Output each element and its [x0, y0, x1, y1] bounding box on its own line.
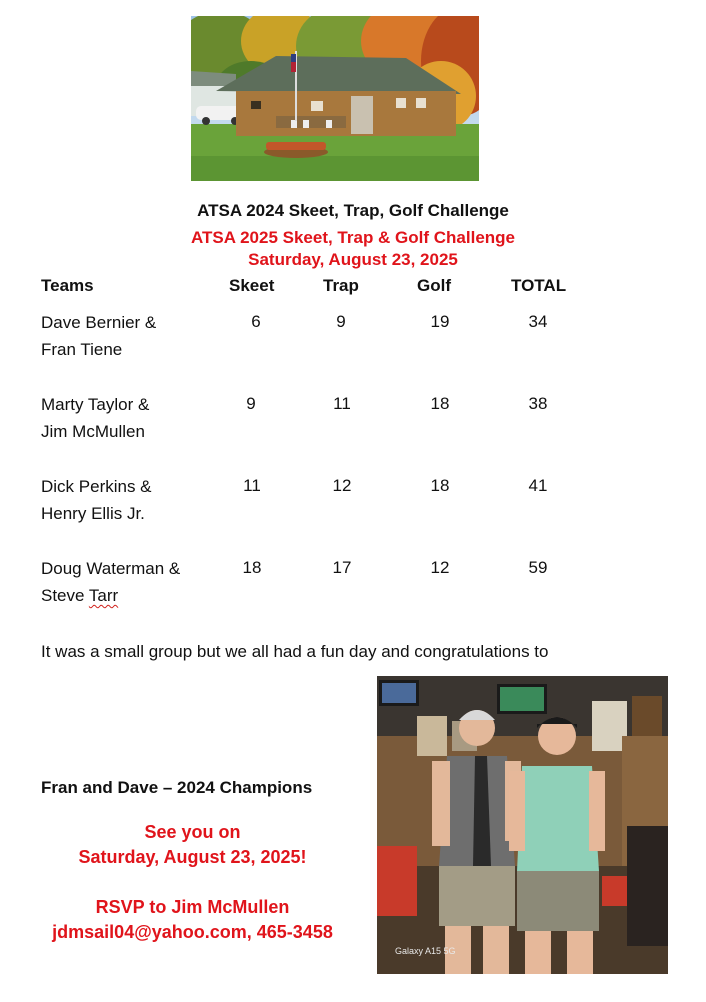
- title-2024: ATSA 2024 Skeet, Trap, Golf Challenge: [197, 201, 509, 220]
- table-row-team: [41, 473, 152, 527]
- skeet-score: 9: [246, 394, 256, 413]
- team-member: Dick Perkins &: [41, 477, 152, 496]
- team-member: Henry Ellis Jr.: [41, 504, 145, 523]
- team-member-first: Steve: [41, 586, 89, 605]
- header-skeet: Skeet: [229, 276, 275, 295]
- trap-score: 11: [333, 394, 351, 413]
- header-teams: Teams: [41, 276, 94, 295]
- golf-score: 19: [430, 312, 450, 331]
- total-score: 38: [528, 394, 548, 413]
- rsvp-contact: jdmsail04@yahoo.com, 465-3458: [52, 922, 333, 942]
- skeet-score: 18: [242, 558, 262, 577]
- rsvp-line: RSVP to Jim McMullen: [95, 897, 290, 917]
- team-member: Fran Tiene: [41, 340, 123, 359]
- team-member: Jim McMullen: [41, 422, 145, 441]
- table-row-team: [41, 309, 156, 363]
- table-row-team: [41, 391, 149, 445]
- total-score: 59: [528, 558, 548, 577]
- team-member: [41, 582, 180, 609]
- header-total: TOTAL: [511, 276, 567, 295]
- event-date: Saturday, August 23, 2025: [248, 250, 458, 269]
- summary-text: It was a small group but we all had a fun day and congratulations to: [41, 642, 549, 661]
- champions-photo: [377, 676, 668, 974]
- golf-score: 18: [430, 394, 450, 413]
- golf-score: 12: [430, 558, 450, 577]
- skeet-score: 6: [251, 312, 261, 331]
- trap-score: 9: [336, 312, 346, 331]
- trap-score: 12: [332, 476, 352, 495]
- total-score: 34: [528, 312, 548, 331]
- team-member: Dave Bernier &: [41, 313, 157, 332]
- title-2025: ATSA 2025 Skeet, Trap & Golf Challenge: [190, 228, 516, 247]
- table-row-team: [41, 555, 180, 609]
- skeet-score: 11: [243, 476, 261, 495]
- header-trap: Trap: [323, 276, 359, 295]
- invite-line: See you on: [144, 822, 241, 842]
- invite-date: Saturday, August 23, 2025!: [78, 847, 307, 867]
- photo-watermark: Galaxy A15 5G: [395, 946, 456, 956]
- trap-score: 17: [332, 558, 352, 577]
- total-score: 41: [528, 476, 548, 495]
- header-golf: Golf: [417, 276, 451, 295]
- clubhouse-photo: [191, 16, 479, 181]
- team-member: Doug Waterman &: [41, 559, 181, 578]
- champions-text: Fran and Dave – 2024 Champions: [41, 778, 313, 797]
- team-member-surname: Tarr: [88, 586, 119, 605]
- team-member: Marty Taylor &: [41, 395, 150, 414]
- golf-score: 18: [430, 476, 450, 495]
